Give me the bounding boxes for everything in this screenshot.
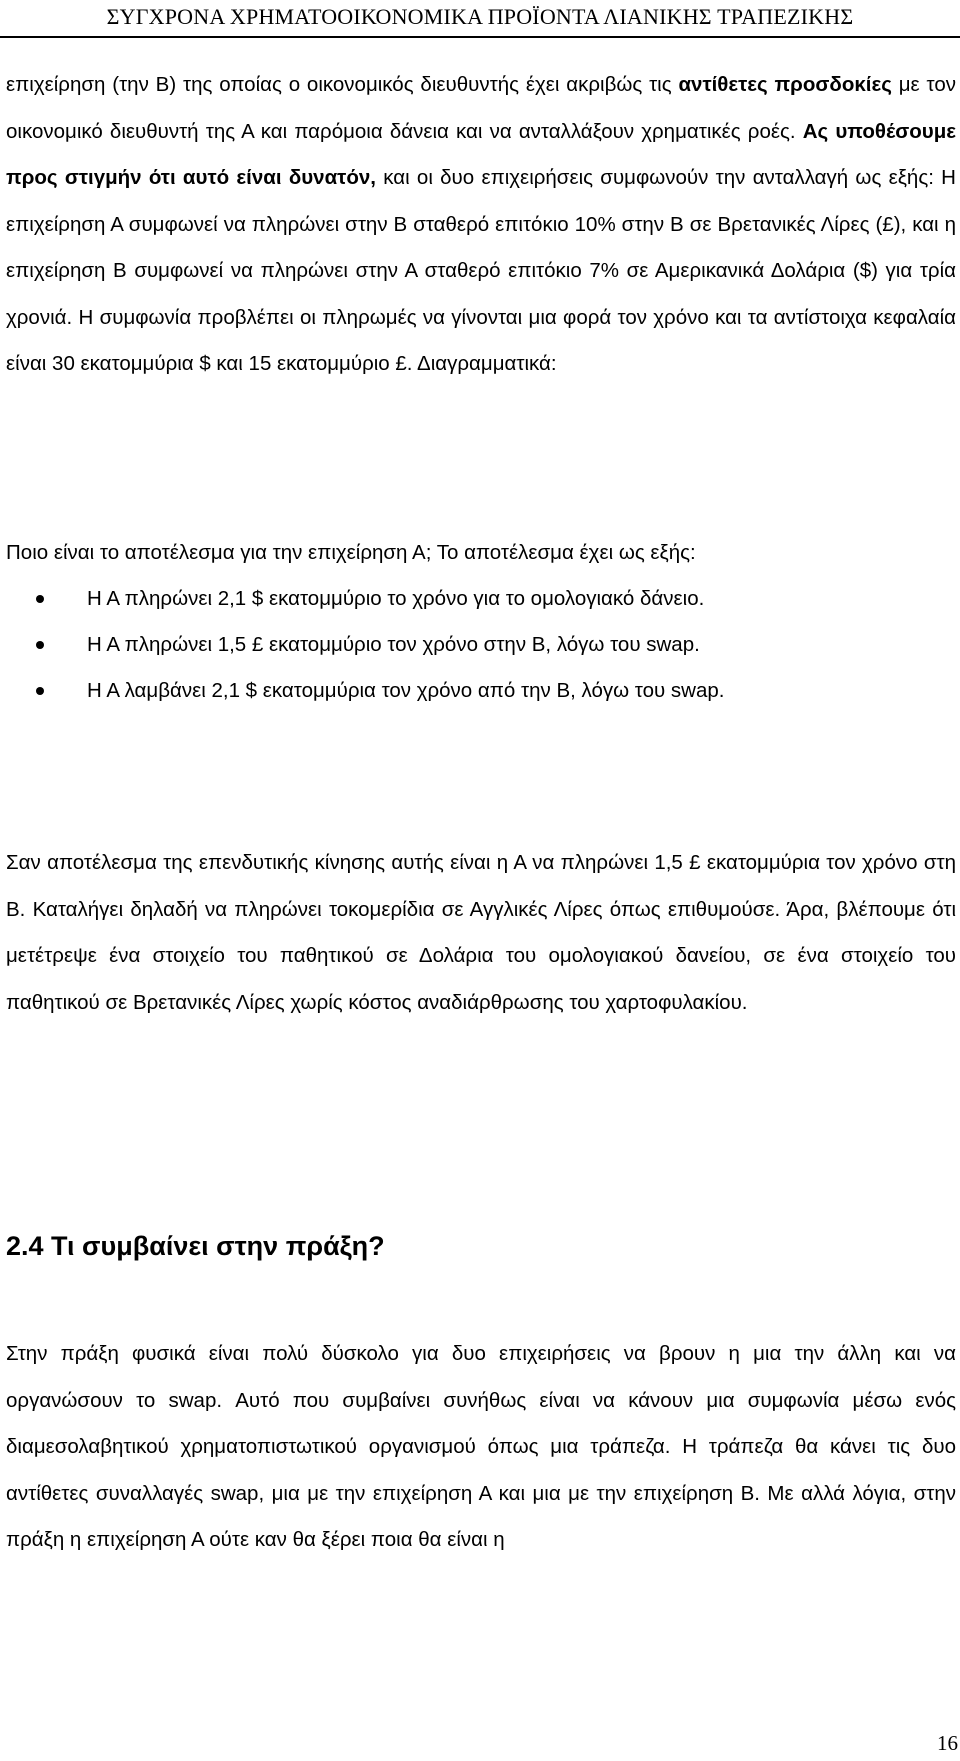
page-number: 16 [937, 1731, 958, 1755]
text: και οι δυο επιχειρήσεις συμφωνούν την ανταλλαγή ως εξής: Η επιχείρηση Α συμφωνεί να πληρώνει στην Β σταθερό επιτόκιο 10% στην Β σε Βρετανικές Λίρες (£), και η επιχείρηση Β συμφωνεί να πληρώνει στην Α σταθερό επιτόκιο 7% σε Αμερικανικά Δολάρια ($) για τρία χρονιά. Η συμφωνία προβλέπει οι πληρωμές να γίνονται μια φορά τον χρόνο και τα αντίστοιχα κεφαλαία είναι 30 εκατομμύρια $ και 15 εκατομμύριο £. Διαγραμματικά: [6, 166, 956, 375]
list-item-text: Η Α πληρώνει 1,5 £ εκατομμύριο τον χρόνο στην Β, λόγω του swap. [87, 633, 700, 656]
bullet-icon [36, 641, 44, 649]
list-item [6, 622, 956, 668]
list-item-text: Η Α πληρώνει 2,1 $ εκατομμύριο το χρόνο για το ομολογιακό δάνειο. [87, 587, 705, 610]
running-header: ΣΥΓΧΡΟΝΑ ΧΡΗΜΑΤΟΟΙΚΟΝΟΜΙΚΑ ΠΡΟΪΟΝΤΑ ΛΙΑΝΙΚΗΣ ΤΡΑΠΕΖΙΚΗΣ [0, 2, 960, 38]
paragraph-result-intro: Ποιο είναι το αποτέλεσμα για την επιχείρηση Α; Το αποτέλεσμα έχει ως εξής: [6, 541, 696, 564]
text: με τον οικονομικό διευθυντή της Α και παρόμοια δάνεια και να ανταλλάξουν χρηματικές ροές. [6, 73, 956, 143]
bullet-icon [36, 687, 44, 695]
text: επιχείρηση (την Β) της οποίας ο οικονομικός διευθυντής έχει ακριβώς τις [6, 73, 679, 96]
paragraph-conclusion: Σαν αποτέλεσμα της επενδυτικής κίνησης αυτής είναι η Α να πληρώνει 1,5 £ εκατομμύρια τον χρόνο στη Β. Καταλήγει δηλαδή να πληρώνει τοκομερίδια σε Αγγλικές Λίρες όπως επιθυμούσε. Άρα, βλέπουμε ότι μετέτρεψε ένα στοιχείο του παθητικού σε Δολάρια του ομολογιακού δανείου, σε ένα στοιχείο του παθητικού σε Βρετανικές Λίρες χωρίς κόστος αναδιάρθρωσης του χαρτοφυλακίου. [6, 851, 956, 1014]
paragraph-swap-setup [6, 62, 956, 388]
result-bullet-list [6, 576, 956, 714]
bold-text: αντίθετες προσδοκίες [678, 73, 892, 96]
list-item [6, 576, 956, 622]
section-heading: 2.4 Τι συμβαίνει στην πράξη? [6, 1231, 385, 1261]
bullet-icon [36, 595, 44, 603]
list-item [6, 668, 956, 714]
bold-text: Ας υποθέσουμε προς στιγμήν ότι αυτό είναι δυνατόν, [6, 119, 956, 189]
list-item-text: Η Α λαμβάνει 2,1 $ εκατομμύρια τον χρόνο από την Β, λόγω του swap. [87, 679, 725, 702]
paragraph-in-practice: Στην πράξη φυσικά είναι πολύ δύσκολο για δυο επιχειρήσεις να βρουν η μια την άλλη και να οργανώσουν το swap. Αυτό που συμβαίνει συνήθως είναι να κάνουν μια συμφωνία μέσω ενός διαμεσολαβητικού χρηματοπιστωτικού οργανισμού όπως μια τράπεζα. Η τράπεζα θα κάνει τις δυο αντίθετες συναλλαγές swap, μια με την επιχείρηση Α και μια με την επιχείρηση Β. Με αλλά λόγια, στην πράξη η επιχείρηση Α ούτε καν θα ξέρει ποια θα είναι η [6, 1342, 956, 1551]
